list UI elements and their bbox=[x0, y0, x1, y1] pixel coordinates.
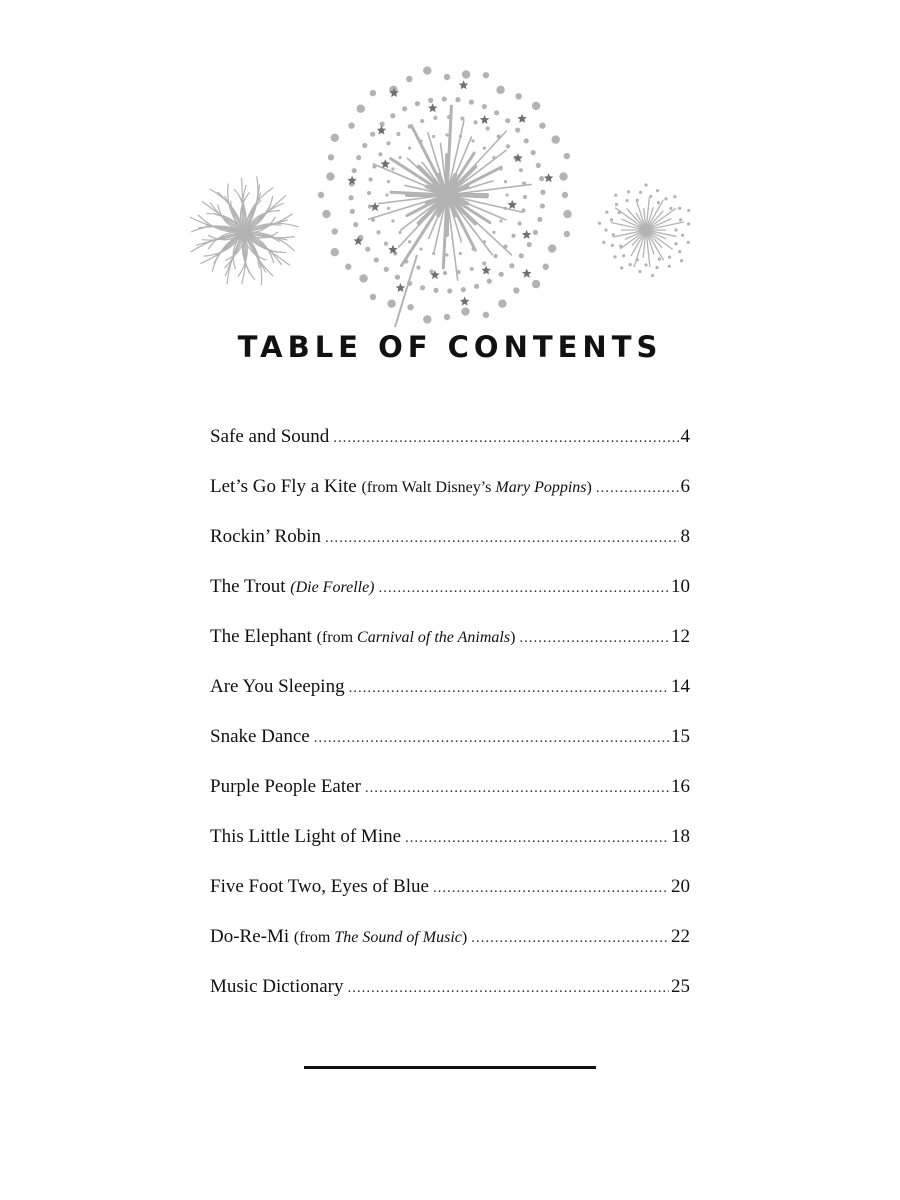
toc-entry bbox=[210, 522, 690, 572]
toc-entry-page: 25 bbox=[671, 976, 690, 997]
toc-entry bbox=[210, 822, 690, 872]
toc-entry-page: 18 bbox=[671, 826, 690, 847]
dot-leader bbox=[379, 573, 669, 603]
dot-leader bbox=[519, 623, 669, 653]
dot-leader bbox=[596, 473, 679, 503]
toc-entry-title: Safe and Sound bbox=[210, 426, 330, 447]
toc-entry bbox=[210, 472, 690, 522]
toc-entry-page: 8 bbox=[680, 526, 690, 547]
toc-entry-title: This Little Light of Mine bbox=[210, 826, 402, 847]
toc-entry-page: 20 bbox=[671, 876, 690, 897]
toc-entry-title: Do-Re-Mi bbox=[210, 926, 290, 947]
firework-right-icon bbox=[596, 176, 696, 284]
toc-entry bbox=[210, 872, 690, 922]
table-of-contents bbox=[210, 422, 690, 1022]
page-title: TABLE OF CONTENTS bbox=[237, 330, 663, 364]
toc-entry-title: The Elephant bbox=[210, 626, 312, 647]
toc-entry bbox=[210, 622, 690, 672]
toc-entry-page: 22 bbox=[671, 926, 690, 947]
toc-entry-title: Let’s Go Fly a Kite bbox=[210, 476, 357, 497]
toc-entry bbox=[210, 922, 690, 972]
toc-entry-page: 4 bbox=[680, 426, 690, 447]
toc-entry bbox=[210, 572, 690, 622]
toc-entry bbox=[210, 722, 690, 772]
toc-entry-page: 15 bbox=[671, 726, 690, 747]
toc-entry-title: Are You Sleeping bbox=[210, 676, 345, 697]
dot-leader bbox=[349, 673, 669, 703]
firework-left-icon bbox=[180, 170, 308, 292]
toc-entry-title: Snake Dance bbox=[210, 726, 310, 747]
toc-entry-title: The Trout bbox=[210, 576, 286, 597]
dot-leader bbox=[405, 823, 669, 853]
dot-leader bbox=[333, 423, 678, 453]
toc-entry-source: (from Walt Disney’s Mary Poppins) bbox=[361, 479, 592, 496]
firework-main-icon bbox=[313, 60, 581, 330]
toc-entry bbox=[210, 672, 690, 722]
toc-entry bbox=[210, 972, 690, 1022]
toc-entry-page: 14 bbox=[671, 676, 690, 697]
toc-entry-title: Rockin’ Robin bbox=[210, 526, 322, 547]
toc-entry-page: 16 bbox=[671, 776, 690, 797]
dot-leader bbox=[314, 723, 669, 753]
dot-leader bbox=[471, 923, 669, 953]
toc-entry bbox=[210, 772, 690, 822]
toc-entry-source: (from The Sound of Music) bbox=[293, 929, 468, 946]
toc-entry-page: 6 bbox=[680, 476, 690, 497]
toc-entry-subtitle: (Die Forelle) bbox=[290, 579, 375, 596]
toc-entry-page: 10 bbox=[671, 576, 690, 597]
toc-entry-page: 12 bbox=[671, 626, 690, 647]
toc-entry-source: (from Carnival of the Animals) bbox=[316, 629, 516, 646]
toc-entry-title: Music Dictionary bbox=[210, 976, 344, 997]
dot-leader bbox=[348, 973, 669, 1003]
toc-entry-title: Purple People Eater bbox=[210, 776, 361, 797]
dot-leader bbox=[325, 523, 678, 553]
dot-leader bbox=[433, 873, 669, 903]
toc-entry bbox=[210, 422, 690, 472]
divider-rule bbox=[304, 1066, 596, 1069]
dot-leader bbox=[365, 773, 669, 803]
toc-entry-title: Five Foot Two, Eyes of Blue bbox=[210, 876, 429, 897]
